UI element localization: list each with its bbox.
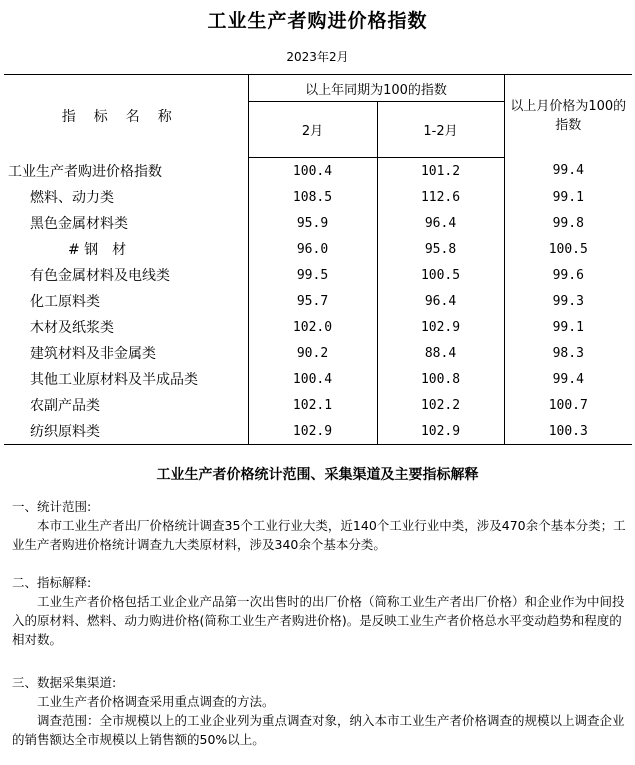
value-cumulative: 88.4 [377,340,504,366]
value-cumulative: 100.5 [377,262,504,288]
value-month: 96.0 [248,236,377,262]
section-paragraph: 工业生产者价格调查采用重点调查的方法。 [37,694,275,709]
table-row [4,392,632,418]
header-cumulative: 1-2月 [377,102,504,158]
value-mom: 100.5 [548,241,588,257]
value-month: 90.2 [248,340,377,366]
notes-title: 工业生产者价格统计范围、采集渠道及主要指标解释 [156,467,479,483]
section-heading: 二、指标解释: [12,575,92,590]
section-heading: 一、统计范围: [12,499,92,514]
value-mom: 99.1 [552,189,584,205]
section-scope [12,497,630,554]
section-paragraph: 调查范围：全市规模以上的工业企业列为重点调查对象，纳入本市工业生产者价格调查的规模以上调查企业的销售额达全市规模以上销售额的50%以上。 [12,713,625,747]
value-month: 102.1 [248,392,377,418]
value-mom: 99.1 [552,319,584,335]
table-row [4,262,632,288]
value-mom: 99.6 [552,267,584,283]
section-heading: 三、数据采集渠道: [12,675,117,690]
value-cumulative: 101.2 [377,158,504,185]
table-row [4,288,632,314]
row-name: 纺织原料类 [4,418,248,445]
table-row [4,236,632,262]
value-mom: 99.8 [552,215,584,231]
row-name: 化工原料类 [4,288,248,314]
table-row [4,210,632,236]
table-row [4,314,632,340]
value-mom: 100.7 [548,397,588,413]
table-row [4,418,632,445]
row-name: 燃料、动力类 [4,184,248,210]
value-month: 102.9 [248,418,377,445]
row-name: 工业生产者购进价格指数 [4,158,248,185]
section-collection [12,673,630,749]
value-cumulative: 102.9 [377,418,504,445]
value-cumulative: 96.4 [377,288,504,314]
section-paragraph: 工业生产者价格包括工业企业产品第一次出售时的出厂价格（简称工业生产者出厂价格）和企业作为中间投入的原材料、燃料、动力购进价格(简称工业生产者购进价格)。是反映工业生产者价格总水平变动趋势和程度的相对数。 [12,594,625,647]
value-month: 95.9 [248,210,377,236]
value-mom: 99.4 [552,163,584,179]
row-name: # 钢 材 [4,236,248,262]
header-indicator-name: 指标名称 [4,75,248,158]
value-mom: 98.3 [552,345,584,361]
value-cumulative: 96.4 [377,210,504,236]
value-cumulative: 102.2 [377,392,504,418]
table-row [4,366,632,392]
row-name: 其他工业原材料及半成品类 [4,366,248,392]
section-definition [12,573,630,649]
table-row [4,184,632,210]
value-cumulative: 95.8 [377,236,504,262]
value-cumulative: 102.9 [377,314,504,340]
value-mom: 99.3 [552,293,584,309]
table-row [4,340,632,366]
value-month: 100.4 [248,158,377,185]
value-month: 102.0 [248,314,377,340]
value-mom: 99.4 [552,371,584,387]
header-mom-index: 以上月价格为100的指数 [504,75,632,158]
value-mom: 100.3 [504,418,632,445]
row-name: 木材及纸浆类 [4,314,248,340]
header-month: 2月 [248,102,377,158]
price-index-table [4,74,632,445]
value-month: 108.5 [248,184,377,210]
value-cumulative: 112.6 [377,184,504,210]
value-cumulative: 100.8 [377,366,504,392]
table-row [4,158,632,185]
row-name: 有色金属材料及电线类 [4,262,248,288]
header-yoy-group: 以上年同期为100的指数 [248,75,504,102]
value-month: 100.4 [248,366,377,392]
value-month: 95.7 [248,288,377,314]
row-name: 建筑材料及非金属类 [4,340,248,366]
row-name: 农副产品类 [4,392,248,418]
page-title: 工业生产者购进价格指数 [207,10,428,32]
report-period: 2023年2月 [286,50,349,64]
row-name: 黑色金属材料类 [4,210,248,236]
section-paragraph: 本市工业生产者出厂价格统计调查35个工业行业大类，近140个工业行业中类，涉及470余个基本分类；工业生产者购进价格统计调查九大类原材料，涉及340余个基本分类。 [12,518,626,552]
value-month: 99.5 [248,262,377,288]
